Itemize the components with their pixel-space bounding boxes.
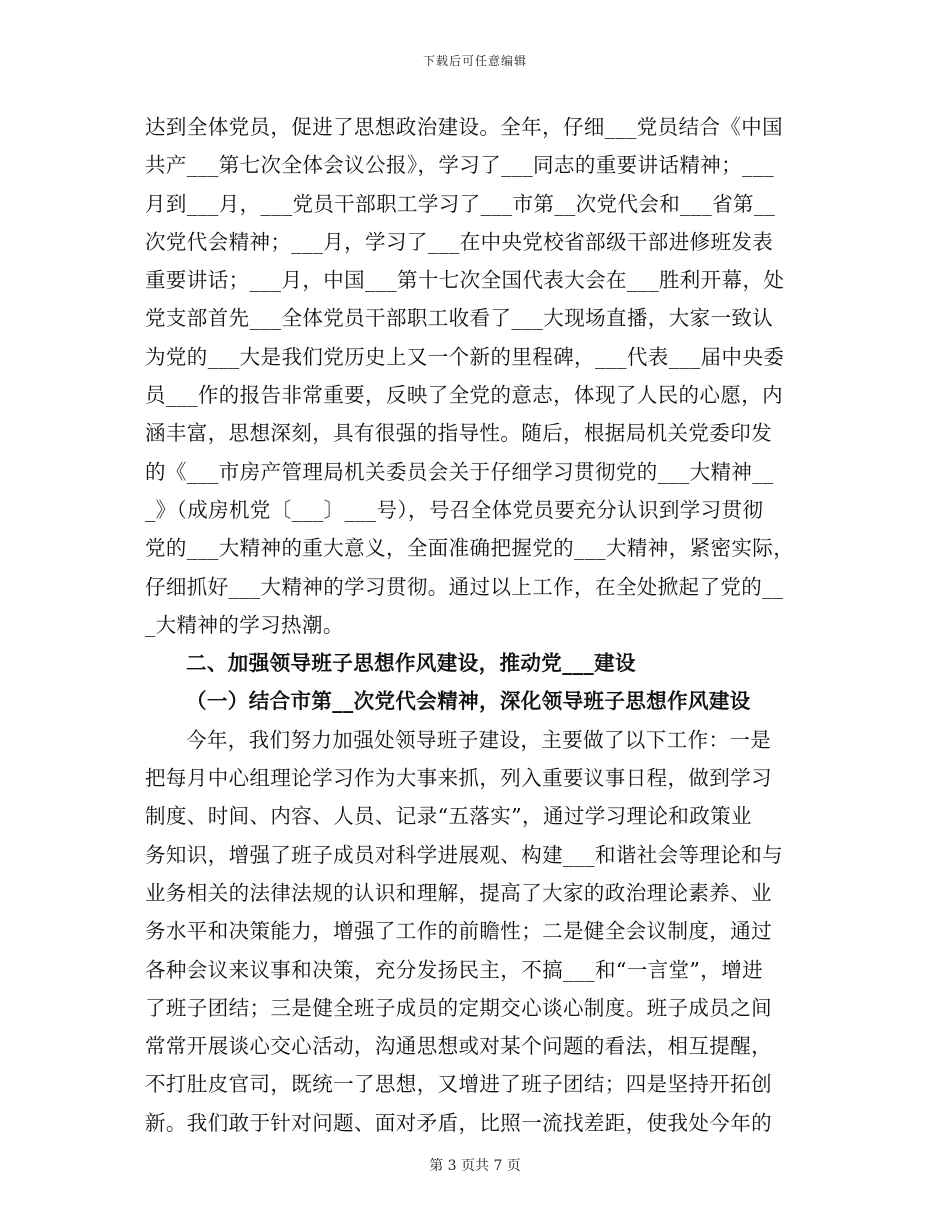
text-line: 月到___月，___党员干部职工学习了___市第__次党代会和___省第__ bbox=[145, 191, 776, 216]
text-line: _大精神的学习热潮。 bbox=[145, 612, 344, 637]
page-number: 第 3 页共 7 页 bbox=[429, 1158, 521, 1174]
text-line: 务知识，增强了班子成员对科学进展观、构建___和谐社会等理论和与 bbox=[145, 842, 784, 867]
text-line: 员___作的报告非常重要，反映了全党的意志，体现了人民的心愿，内 bbox=[145, 383, 784, 408]
text-line: 今年，我们努力加强处领导班子建设，主要做了以下工作：一是 bbox=[186, 727, 772, 752]
text-line: 了班子团结；三是健全班子成员的定期交心谈心制度。班子成员之间 bbox=[145, 995, 772, 1020]
page-header: 下载后可任意编辑 bbox=[422, 54, 527, 68]
text-line: 把每月中心组理论学习作为大事来抓，列入重要议事日程，做到学习 bbox=[145, 766, 772, 791]
text-line: 党支部首先___全体党员干部职工收看了___大现场直播，大家一致认 bbox=[145, 306, 774, 331]
text-line: 业务相关的法律法规的认识和理解，提高了大家的政治理论素养、业 bbox=[145, 880, 772, 905]
section-heading: 二、加强领导班子思想作风建设，推动党___建设 bbox=[186, 651, 636, 676]
text-line: 常常开展谈心交心活动，沟通思想或对某个问题的看法，相互提醒， bbox=[145, 1034, 772, 1059]
text-line: 党的___大精神的重大意义，全面准确把握党的___大精神，紧密实际， bbox=[145, 536, 795, 561]
text-line: 次党代会精神；___月，学习了___在中央党校省部级干部进修班发表 bbox=[145, 229, 774, 254]
text-line: 新。我们敢于针对问题、面对矛盾，比照一流找差距，使我处今年的 bbox=[145, 1110, 772, 1135]
text-line: _》（成房机党〔___〕___号），号召全体党员要充分认识到学习贯彻 bbox=[145, 497, 764, 522]
text-line: 的《___市房产管理局机关委员会关于仔细学习贯彻党的___大精神__ bbox=[145, 459, 774, 484]
subsection-heading: （一）结合市第__次党代会精神，深化领导班子思想作风建设 bbox=[186, 689, 751, 714]
text-line: 达到全体党员，促进了思想政治建设。全年，仔细___党员结合《中国 bbox=[145, 115, 784, 139]
text-line: 不打肚皮官司，既统一了思想，又增进了班子团结；四是坚持开拓创 bbox=[145, 1072, 772, 1097]
text-line: 仔细抓好___大精神的学习贯彻。通过以上工作，在全处掀起了党的__ bbox=[145, 574, 784, 599]
text-line: 各种会议来议事和决策，充分发扬民主，不搞___和“一言堂”，增进 bbox=[145, 957, 764, 982]
text-line: 制度、时间、内容、人员、记录“五落实”，通过学习理论和政策业 bbox=[145, 804, 752, 829]
text-line: 为党的___大是我们党历史上又一个新的里程碑，___代表___届中央委 bbox=[145, 344, 785, 369]
text-line: 重要讲话；___月，中国___第十七次全国代表大会在___胜利开幕，处 bbox=[145, 268, 785, 293]
text-line: 共产___第七次全体会议公报》，学习了___同志的重要讲话精神；___ bbox=[145, 153, 774, 178]
text-line: 涵丰富，思想深刻，具有很强的指导性。随后，根据局机关党委印发 bbox=[145, 421, 772, 446]
document-body bbox=[145, 108, 805, 1142]
text-line: 务水平和决策能力，增强了工作的前瞻性；二是健全会议制度，通过 bbox=[145, 919, 772, 944]
